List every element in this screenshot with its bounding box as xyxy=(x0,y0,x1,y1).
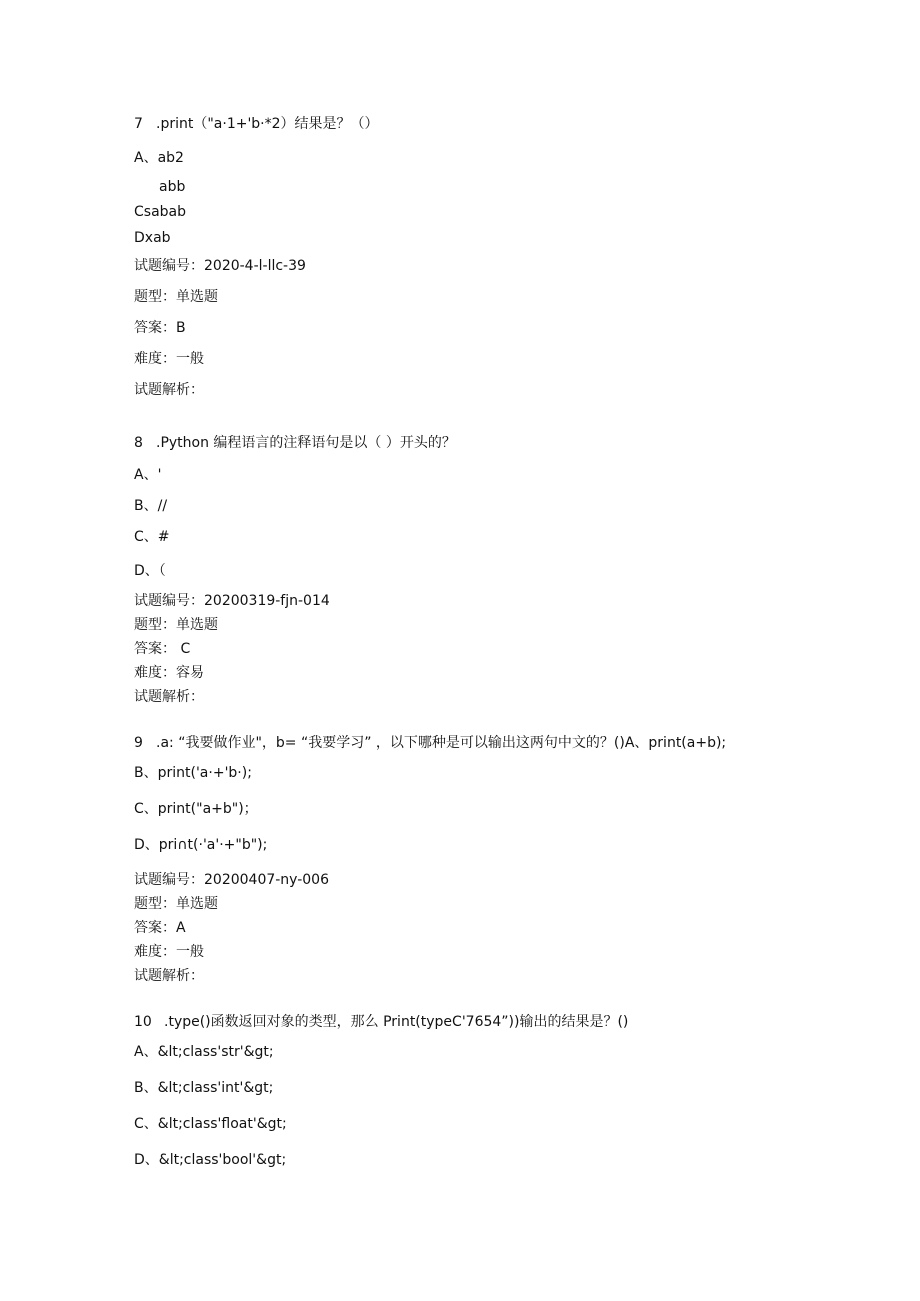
q9-question-id: 试题编号：20200407-ny-006 xyxy=(134,872,329,888)
question-number: 8 xyxy=(134,435,143,451)
q10-option-d: D、&lt;class'bool'&gt; xyxy=(134,1152,287,1168)
q7-option-d: Dxab xyxy=(134,230,171,246)
q8-option-a: A、' xyxy=(134,467,162,483)
q9-option-d: D、pri∩t(·'a'·+"b"); xyxy=(134,837,268,853)
question-text: .print（"a·1+'b·*2）结果是？（） xyxy=(156,116,379,132)
q8-option-d: D、（ xyxy=(134,563,166,579)
q7-question-type: 题型：单选题 xyxy=(134,289,218,305)
q8-analysis: 试题解析： xyxy=(134,689,204,705)
q9-difficulty: 难度：一般 xyxy=(134,944,204,960)
q9-option-b: B、print('a·+'b·); xyxy=(134,765,252,781)
q10-option-c: C、&lt;class'float'&gt; xyxy=(134,1116,287,1132)
question-number: 7 xyxy=(134,116,143,132)
q8-question-id: 试题编号：20200319-fjn-014 xyxy=(134,593,330,609)
q7-analysis: 试题解析： xyxy=(134,382,204,398)
q7-option-b: abb xyxy=(159,179,186,195)
q8-option-b: B、// xyxy=(134,498,168,514)
question-7-stem xyxy=(134,115,379,133)
q9-option-c: C、print("a+b")； xyxy=(134,801,258,817)
question-text: .a: “我要做作业"，b= “我要学习” ，以下哪种是可以输出这两句中文的？()A、print(a+b); xyxy=(156,735,727,751)
question-10-stem xyxy=(134,1013,628,1031)
q9-question-type: 题型：单选题 xyxy=(134,896,218,912)
question-text: .Python 编程语言的注释语句是以（ ）开头的？ xyxy=(156,435,456,451)
q8-difficulty: 难度：容易 xyxy=(134,665,204,681)
q9-analysis: 试题解析： xyxy=(134,968,204,984)
q7-question-id: 试题编号：2020-4-l-llc-39 xyxy=(134,258,306,274)
question-number: 9 xyxy=(134,735,143,751)
q7-option-a: A、ab2 xyxy=(134,150,184,166)
q10-option-a: A、&lt;class'str'&gt; xyxy=(134,1044,274,1060)
q8-question-type: 题型：单选题 xyxy=(134,617,218,633)
question-8-stem xyxy=(134,434,456,452)
q10-option-b: B、&lt;class'int'&gt; xyxy=(134,1080,274,1096)
q7-option-c: Csabab xyxy=(134,204,187,220)
question-9-stem xyxy=(134,734,726,752)
question-number: 10 xyxy=(134,1014,152,1030)
q7-difficulty: 难度：一般 xyxy=(134,351,204,367)
q7-answer: 答案：B xyxy=(134,320,186,336)
question-text: .type()函数返回对象的类型，那么 Print(typeC'7654”))输出的结果是？() xyxy=(164,1014,629,1030)
q8-answer: 答案： C xyxy=(134,641,191,657)
q9-answer: 答案：A xyxy=(134,920,186,936)
q8-option-c: C、# xyxy=(134,529,170,545)
